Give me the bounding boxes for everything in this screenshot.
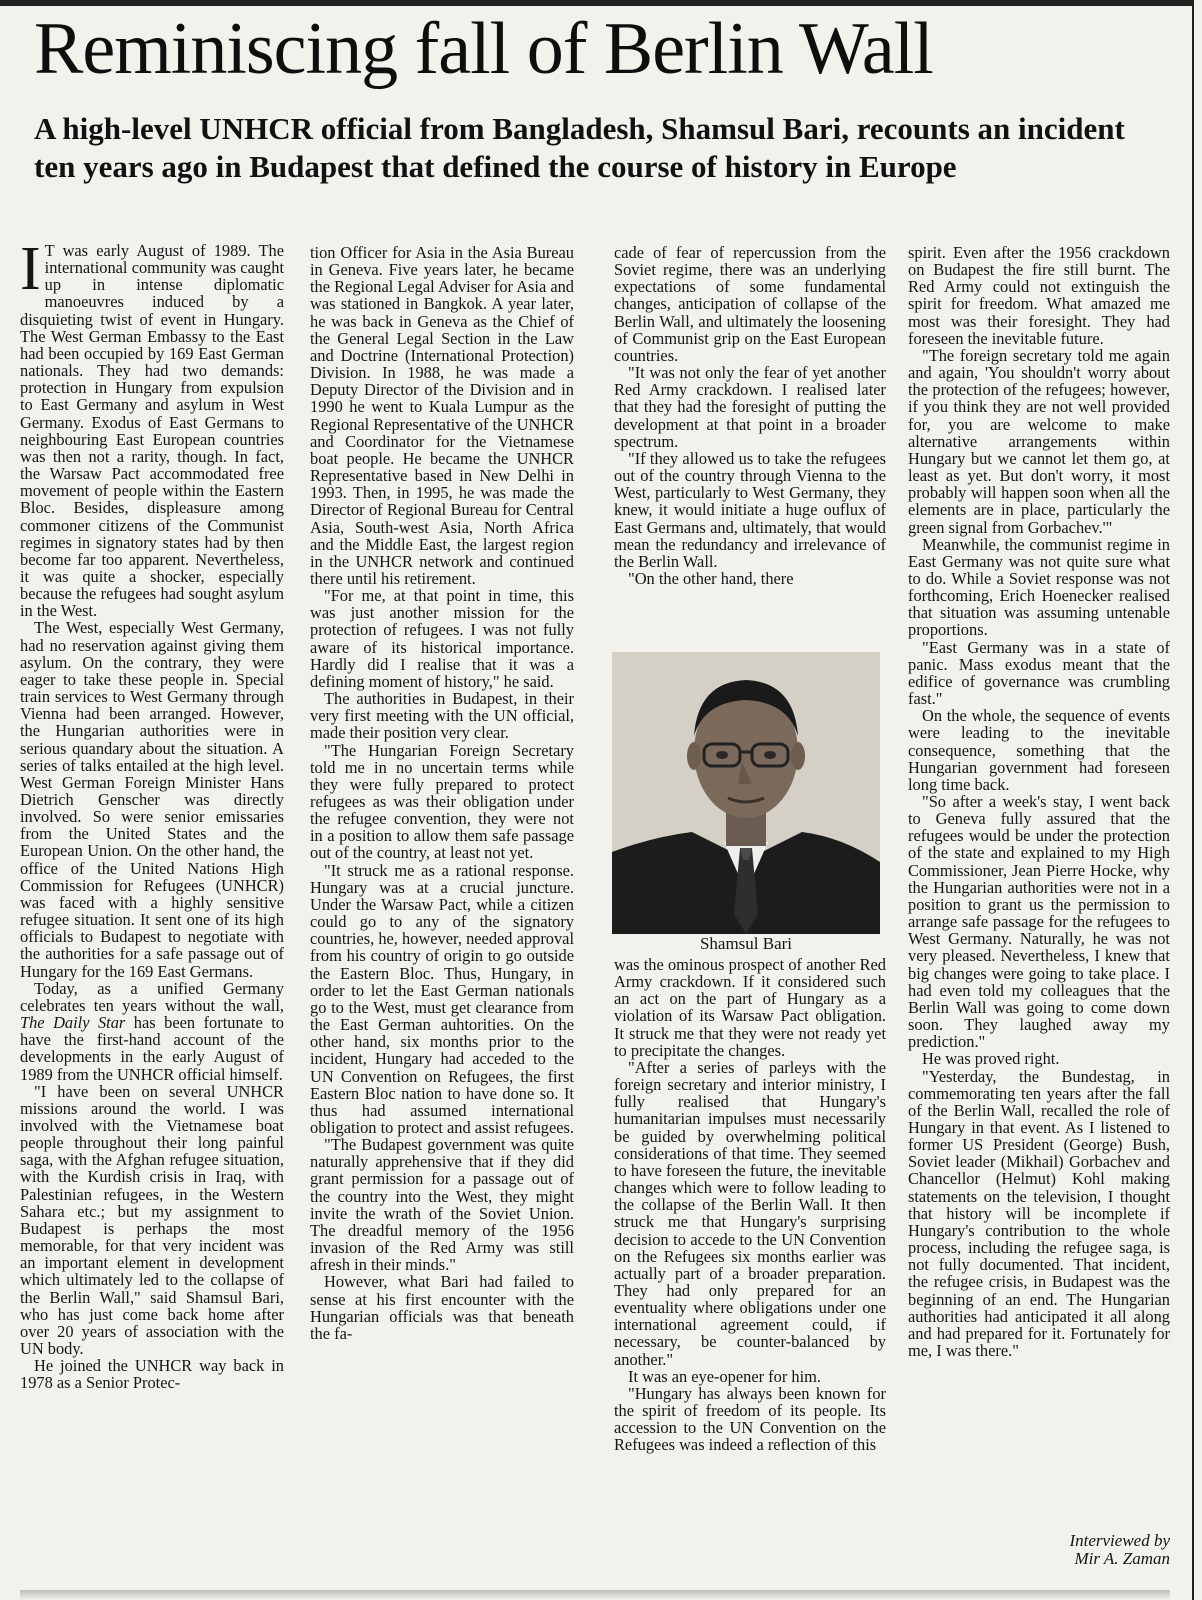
paragraph: However, what Bari had failed to sense at his first encounter with the Hungarian officials was that beneath the fa- [310,1272,574,1343]
right-frame-rule [1192,0,1194,1600]
headline: Reminiscing fall of Berlin Wall [34,8,933,90]
paragraph: spirit. Even after the 1956 crackdown on Budapest the fire still burnt. The Red Army could not extinguish the spirit for freedom. What amazed me most was their foresight. They had foreseen the inevitable future. [908,243,1170,348]
paragraph: "East Germany was in a state of panic. Mass exodus meant that the edifice of governance was crumbling fast." [908,637,1170,709]
paragraph: The West, especially West Germany, had no reservation against giving them asylum. On the contrary, they were eager to take these people in. Special train services to West Germany through Vienna had been arranged. However, the Hungarian authorities were in serious quandary about the situation. A series of talks entailed at the high level. West German Foreign Minister Hans Dietrich Genscher was directly involved. So were senior emissaries from the United States and the European Union. On the other hand, the office of the United Nations High Commission for Refugees (UNHCR) was faced with a highly sensitive refugee situation. It sent one of its high officials to Budapest to negotiate with the authorities for a safe passage out of Hungary for the 169 East Germans. [20,618,284,981]
paragraph: On the whole, the sequence of events were leading to the inevitable consequence, something that the Hungarian government had foreseen long time back. [908,706,1170,794]
paragraph: It was an eye-opener for him. [628,1366,821,1386]
paragraph: "Hungary has always been known for the spirit of freedom of its people. Its accession to the UN Convention on the Refugees was indeed a reflection of this [614,1383,886,1455]
portrait-illustration [612,652,880,934]
paragraph [20,980,284,1083]
column-2 [310,244,574,1342]
paragraph: was the ominous prospect of another Red Army crackdown. If it considered such an act on the part of Hungary as a violation of its Warsaw Pact obligation. It struck me that they were not ready yet to precipitate the changes. [614,955,886,1060]
paragraph: "The Budapest government was quite naturally apprehensive that if they did grant permission for a passage out of the country into the West, they might invite the wrath of the Soviet Union. The dreadful memory of the 1956 invasion of the Red Army was still afresh in their minds." [310,1135,574,1275]
paragraph: cade of fear of repercussion from the Soviet regime, there was an underlying expectations of some fundamental changes, anticipation of collapse of the Berlin Wall, and ultimately the loosening of Communist grip on the East European countries. [614,243,886,365]
portrait-photo [612,652,880,934]
paragraph: He was proved right. [922,1049,1060,1069]
paragraph: "On the other hand, there [628,568,794,588]
paragraph: "So after a week's stay, I went back to Geneva fully assured that the refugees would be under the protection of the state and explained to my High Commissioner, Jean Pierre Hocke, why the Hungarian authorities were not in a position to grant us the permission to arrange safe passage for the refugees to West Germany. Naturally, he was not very pleased. Nevertheless, I knew that big changes were going to take place. I had even told my colleagues that the Berlin Wall was going to come down soon. They laughed away my prediction." [908,792,1170,1052]
subheadline: A high-level UNHCR official from Bangladesh, Shamsul Bari, recounts an incident ten years ago in Budapest that defined the course of history in Europe [34,111,1125,184]
paragraph: "If they allowed us to take the refugees out of the country through Vienna to the West, particularly to West Germany, they knew, it would initiate a huge ouflux of East Germans and, ultimately, that would mean the redundancy and irrelevance of the Berlin Wall. [614,448,886,571]
paragraph: "Yesterday, the Bundestag, in commemorating ten years after the fall of the Berlin Wall, recalled the role of Hungary in that event. As I listened to former US President (George) Bush, Soviet leader (Mikhail) Gorbachev and Chancellor (Helmut) Kohl making statements on the television, I thought that history will be incomplete if Hungary's contribution to the whole process, including the refugee saga, is not fully documented. That incident, the refugee crisis, in Budapest was the beginning of an end. The Hungarian authorities had anticipated it all along and had prepared for it. Fortunately for me, I was there." [908,1066,1170,1360]
photo-caption: Shamsul Bari [699,934,793,953]
paragraph: "For me, at that point in time, this was just another mission for the protection of refugees. I was not fully aware of its historical importance. Hardly did I realise that it was a defining moment of history," he said. [310,586,574,691]
paragraph-text: Today, as a unified Germany celebrates ten years without the wall, [20,978,284,1015]
credit-author: Mir A. Zaman [1074,1549,1170,1568]
paragraph: tion Officer for Asia in the Asia Bureau in Geneva. Five years later, he became the Regional Legal Adviser for Asia and was stationed in Bangkok. A year later, he was back in Geneva as the Chief of the General Legal Section in the Law and Doctrine (International Protection) Division. In 1988, he was made a Deputy Director of the Division and in 1990 he went to Kuala Lumpur as the Regional Representative of the UNHCR and Coordinator for the Vietnamese boat people. He became the UNHCR Representative based in New Delhi in 1993. Then, in 1995, he was made the Director of Regional Bureau for Central Asia, South-west Asia, North Africa and the Middle East, the largest region in the UNHCR network and continued there until his retirement. [310,243,575,588]
column-3-top [614,244,886,587]
newspaper-name: The Daily Star [20,1013,126,1033]
show-through-bleed [20,1590,1170,1600]
credit-label: Interviewed by [1069,1531,1170,1550]
paragraph-text: has been fortunate to have the first-hand account of the developments in the early August of 1989 from the UNHCR official himself. [20,1013,284,1084]
paragraph: The authorities in Budapest, in their very first meeting with the UN official, made their position very clear. [310,689,574,743]
paragraph [20,235,284,621]
byline-credit [908,1532,1170,1568]
paragraph: "The foreign secretary told me again and again, 'You shouldn't worry about the protection of the refugees; however, if you think they are not well provided for, you are welcome to make alternative arrangements within Hungary but we cannot let them go, at least as yet. But don't worry, it most probably will happen soon when all the elements are in place, particularly the green signal from Gorbachev.'" [908,345,1170,537]
paragraph: "It struck me as a rational response. Hungary was at a crucial juncture. Under the Warsaw Pact, while a citizen could go to any of the signatory countries, he, however, needed approval from his country of origin to go outside the Eastern Bloc. Thus, Hungary, in order to let the East German nationals go to the West, must get clearance from the East German auhtorities. On the other hand, six months prior to the incident, Hungary had acceded to the UN Convention on Refugees, the first Eastern Bloc nation to have done so. It thus had assumed international obligation to protect and assist refugees. [310,860,575,1137]
paragraph: Meanwhile, the communist regime in East Germany was not quite sure what to do. While a Soviet response was not forthcoming, Erich Hoenecker realised that situation was assuming untenable proportions. [908,534,1170,640]
paragraph: "It was not only the fear of yet another Red Army crackdown. I realised later that they had the foresight of putting the development at that point in a broader spectrum. [614,363,886,451]
column-3-bottom [614,956,886,1454]
paragraph-text: T was early August of 1989. The international community was caught up in intense diplomatic manoeuvres induced by a disquieting twist of event in Hungary. The West German Embassy to the East had been occupied by 169 East German nationals. They had two demands: protection in Hungary from expulsion to East Germany and asylum in West Germany. Exodus of East Germans to neighbouring East European countries was then not a rarity, though. In fact, the Warsaw Pact accommodated free movement of people within the Eastern Bloc. Besides, displeasure among commoner citizens of the Communist regimes in signatory states had by then become far too apparent. Nevertheless, it was quite a shocker, especially because the refugees had sought asylum in the West. [20,241,284,621]
column-4 [908,244,1170,1359]
paragraph: "After a series of parleys with the foreign secretary and interior ministry, I fully realised that Hungary's humanitarian impulses must necessarily be guided by overwhelming political considerations of that time. They seemed to have foreseen the future, the inevitable changes which were to follow leading to the collapse of the Berlin Wall. It then struck me that Hungary's surprising decision to accede to the UN Convention on the Refugees six months earlier was actually part of a broader preparation. They had only prepared for an eventuality where obligations under one international agreement could, if necessary, be counter-balanced by another." [614,1057,886,1369]
drop-cap: I [20,235,41,303]
paragraph: He joined the UNHCR way back in 1978 as a Senior Protec- [20,1356,284,1393]
column-1 [20,235,284,1393]
paragraph: "The Hungarian Foreign Secretary told me in no uncertain terms while they were fully prepared to protect refugees as was their obligation under the refugee convention, they were not in a position to allow them safe passage out of the country, at least not yet. [310,740,574,863]
paragraph: "I have been on several UNHCR missions around the world. I was involved with the Vietnamese boat people throughout their long painful saga, with the Afghan refugee situation, with the Kurdish crisis in Iraq, with Palestinian refugees, in the Western Sahara etc.; but my assignment to Budapest is perhaps the most memorable, for that very incident was an important element in development which ultimately led to the collapse of the Berlin Wall," said Shamsul Bari, who has just come back home after over 20 years of association with the UN body. [20,1081,284,1358]
